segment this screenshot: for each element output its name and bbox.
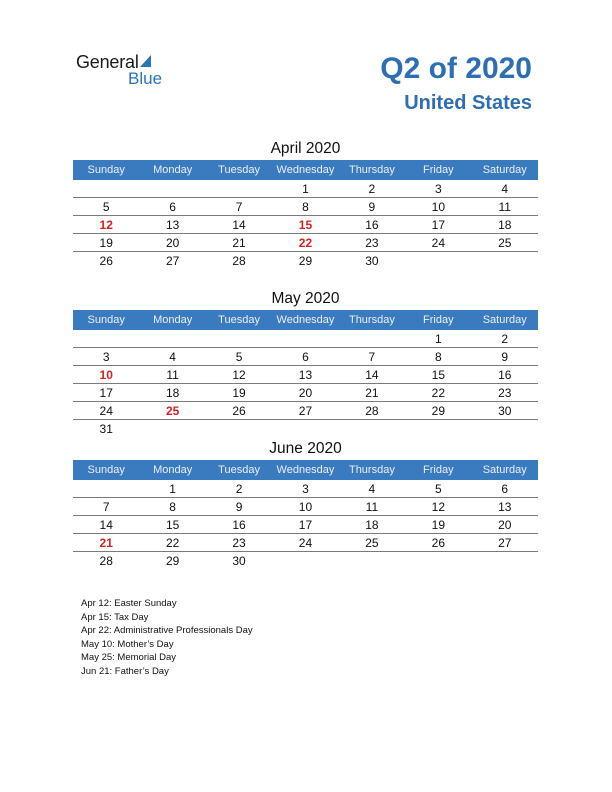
holiday-notes [81,597,253,678]
weekday-label: Wednesday [276,164,335,176]
day-cell: 2 [235,482,243,496]
day-cell: 10 [298,500,313,514]
weekday-label: Wednesday [276,464,335,476]
weekday-label: Tuesday [218,314,260,326]
day-cell: 25 [498,236,512,250]
weekday-label: Thursday [348,314,395,326]
month-calendar [73,288,538,437]
day-cell [206,420,272,437]
weekday-label: Sunday [87,464,125,476]
week-row [73,534,538,552]
weekday-label: Monday [153,164,193,176]
week-row [73,480,538,498]
day-cell [339,552,405,569]
day-cell: 27 [498,536,512,550]
day-cell: 5 [235,350,243,364]
day-cell: 23 [365,236,379,250]
weekday-label: Sunday [87,314,125,326]
holiday-day-cell: 12 [99,218,113,232]
day-cell: 14 [232,218,246,232]
day-cell: 26 [232,404,246,418]
day-cell: 4 [169,350,176,364]
day-cell [139,180,205,197]
page-title: Q2 of 2020 [380,52,532,85]
month-calendar [73,138,538,269]
weekday-label: Friday [423,314,454,326]
day-cell: 14 [99,518,113,532]
day-cell: 8 [302,200,309,214]
weekday-label: Tuesday [218,164,260,176]
holiday-day-cell: 21 [99,536,113,550]
week-row [73,198,538,216]
weekday-header [73,160,538,180]
day-cell: 19 [232,386,246,400]
day-cell: 7 [102,500,110,514]
day-cell: 16 [365,218,379,232]
day-cell: 8 [169,500,176,514]
day-cell: 27 [165,254,180,268]
day-cell: 30 [232,554,246,568]
day-cell: 21 [365,386,379,400]
day-cell: 9 [368,200,376,214]
weekday-label: Friday [423,164,454,176]
day-cell: 16 [232,518,246,532]
logo-blue-text: Blue [128,69,163,88]
day-cell: 4 [368,482,376,496]
day-cell [405,252,471,269]
day-cell: 26 [431,536,445,550]
day-cell: 24 [298,536,313,550]
day-cell: 30 [365,254,379,268]
day-cell: 10 [431,200,445,214]
weekday-label: Tuesday [218,464,260,476]
day-cell: 1 [302,182,309,196]
day-cell: 13 [165,218,180,232]
day-cell: 18 [365,518,379,532]
day-cell [472,552,538,569]
day-cell: 11 [498,200,511,214]
logo-general-text: General [76,52,139,72]
day-cell: 6 [169,200,176,214]
week-row [73,216,538,234]
week-row [73,366,538,384]
month-title: May 2020 [271,290,340,307]
logo-triangle-icon [138,54,152,68]
day-cell: 24 [99,404,113,418]
holiday-note: May 25: Memorial Day [81,652,177,663]
weekday-header [73,310,538,330]
day-cell: 27 [298,404,313,418]
day-cell: 29 [298,254,313,268]
month-title: April 2020 [270,140,341,157]
week-row [73,498,538,516]
holiday-note: Apr 12: Easter Sunday [81,598,177,609]
day-cell: 29 [431,404,445,418]
week-row [73,516,538,534]
holiday-day-cell: 15 [298,218,313,232]
day-cell: 2 [501,332,509,346]
weekday-label: Monday [153,464,193,476]
day-cell [206,180,272,197]
day-cell: 18 [498,218,512,232]
day-cell: 22 [165,536,180,550]
day-cell: 6 [302,350,309,364]
day-cell: 28 [232,254,246,268]
day-cell: 8 [434,350,442,364]
weekday-label: Saturday [482,464,527,476]
weekday-label: Saturday [482,164,527,176]
day-cell: 28 [99,554,113,568]
day-cell: 1 [434,332,442,346]
day-cell: 14 [365,368,379,382]
weekday-label: Saturday [482,314,527,326]
day-cell: 5 [434,482,442,496]
day-cell: 3 [302,482,309,496]
day-cell [73,180,139,197]
holiday-note: May 10: Mother’s Day [81,638,174,650]
day-cell [73,330,139,347]
day-cell [339,330,405,347]
day-cell: 24 [431,236,445,250]
day-cell: 13 [298,368,313,382]
day-cell: 13 [498,500,512,514]
day-cell: 5 [102,200,110,214]
day-cell: 26 [99,254,113,268]
month-calendar [73,438,538,569]
week-row [73,234,538,252]
day-cell: 17 [431,218,445,232]
week-row [73,420,538,437]
holiday-day-cell: 22 [298,236,313,250]
day-cell [272,330,338,347]
day-cell: 6 [501,482,509,496]
month-title: June 2020 [269,440,342,457]
day-cell: 16 [498,368,512,382]
day-cell: 23 [232,536,246,550]
day-cell: 18 [165,386,180,400]
day-cell: 29 [165,554,180,568]
weekday-label: Sunday [87,164,125,176]
day-cell: 11 [166,368,179,382]
day-cell [472,420,538,437]
day-cell: 20 [498,518,512,532]
day-cell: 11 [365,500,379,514]
day-cell: 4 [501,182,509,196]
day-cell: 15 [431,368,445,382]
day-cell: 21 [232,236,246,250]
week-row [73,402,538,420]
day-cell [139,330,205,347]
day-cell: 28 [365,404,379,418]
day-cell [73,480,139,497]
day-cell: 3 [434,182,442,196]
country-subtitle: United States [404,92,532,114]
day-cell: 1 [169,482,176,496]
holiday-note: Apr 22: Administrative Professionals Day [81,625,253,636]
day-cell: 23 [498,386,512,400]
day-cell [405,420,471,437]
day-cell: 9 [235,500,243,514]
day-cell [272,420,338,437]
day-cell [206,330,272,347]
weekday-label: Thursday [348,164,395,176]
holiday-day-cell: 10 [99,368,113,382]
day-cell: 17 [298,518,313,532]
weekday-label: Friday [423,464,454,476]
holiday-note: Apr 15: Tax Day [81,611,149,623]
day-cell: 7 [235,200,243,214]
day-cell: 17 [99,386,113,400]
day-cell: 22 [431,386,445,400]
day-cell [472,252,538,269]
day-cell: 15 [165,518,180,532]
week-row [73,330,538,348]
day-cell [405,552,471,569]
week-row [73,384,538,402]
week-row [73,252,538,269]
holiday-day-cell: 25 [165,404,180,418]
day-cell: 20 [165,236,180,250]
day-cell: 2 [368,182,376,196]
holiday-note: Jun 21: Father’s Day [81,665,169,677]
day-cell [139,420,205,437]
day-cell: 25 [365,536,379,550]
day-cell: 3 [102,350,110,364]
day-cell: 19 [99,236,113,250]
day-cell: 19 [431,518,445,532]
day-cell [272,552,338,569]
day-cell: 20 [298,386,313,400]
week-row [73,552,538,569]
week-row [73,180,538,198]
weekday-label: Thursday [348,464,395,476]
logo [76,52,176,92]
day-cell: 30 [498,404,512,418]
day-cell: 12 [232,368,246,382]
day-cell: 31 [99,422,113,436]
week-row [73,348,538,366]
weekday-header [73,460,538,480]
day-cell: 7 [368,350,376,364]
day-cell: 9 [501,350,509,364]
weekday-label: Wednesday [276,314,335,326]
day-cell [339,420,405,437]
day-cell: 12 [431,500,445,514]
weekday-label: Monday [153,314,193,326]
